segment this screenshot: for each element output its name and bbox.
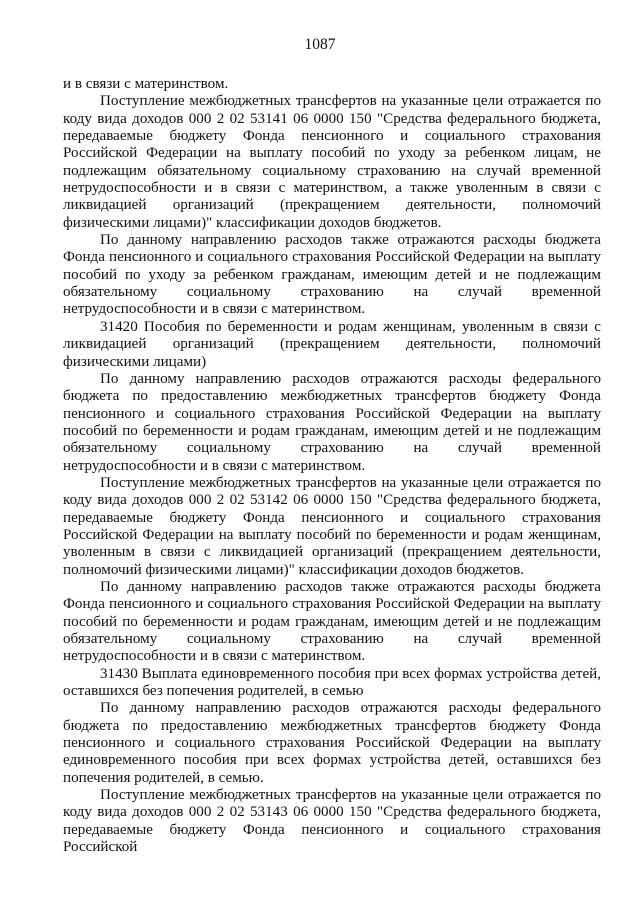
section-heading: 31430 Выплата единовременного пособия при всех формах устройства детей, оставшихся без попечения родителей, в семью: [63, 665, 601, 700]
paragraph: По данному направлению расходов отражаются расходы федерального бюджета по предоставлению межбюджетных трансфертов бюджету Фонда пенсионного и социального страхования Российской Федерации на выплату пособий по беременности и родам гражданам, имеющим детей и не подлежащим обязательному социальному страхованию на случай временной нетрудоспособности и в связи с материнством.: [63, 370, 601, 474]
section-heading: 31420 Пособия по беременности и родам женщинам, уволенным в связи с ликвидацией организаций (прекращением деятельности, полномочий физическими лицами): [63, 318, 601, 370]
paragraph: Поступление межбюджетных трансфертов на указанные цели отражается по коду вида доходов 000 2 02 53143 06 0000 150 "Средства федерального бюджета, передаваемые бюджету Фонда пенсионного и социального страхования Российской: [63, 787, 601, 856]
paragraph: По данному направлению расходов отражаются расходы федерального бюджета по предоставлению межбюджетных трансфертов бюджету Фонда пенсионного и социального страхования Российской Федерации на выплату единовременного пособия при всех формах устройства детей, оставшихся без попечения родителей, в семью.: [63, 700, 601, 786]
paragraph: По данному направлению расходов также отражаются расходы бюджета Фонда пенсионного и социального страхования Российской Федерации на выплату пособий по уходу за ребенком гражданам, имеющим детей и не подлежащим обязательному социальному страхованию на случай временной нетрудоспособности и в связи с материнством.: [63, 232, 601, 318]
paragraph: и в связи с материнством.: [63, 76, 229, 92]
document-body: [63, 76, 601, 856]
page-number: 1087: [304, 36, 336, 53]
paragraph: Поступление межбюджетных трансфертов на указанные цели отражается по коду вида доходов 000 2 02 53142 06 0000 150 "Средства федерального бюджета, передаваемые бюджету Фонда пенсионного и социального страхования Российской Федерации на выплату пособий по беременности и родам женщинам, уволенным в связи с ликвидацией организаций (прекращением деятельности, полномочий физическими лицами)" классификации доходов бюджетов.: [63, 474, 601, 578]
paragraph: По данному направлению расходов также отражаются расходы бюджета Фонда пенсионного и социального страхования Российской Федерации на выплату пособий по беременности и родам гражданам, имеющим детей и не подлежащим обязательному социальному страхованию на случай временной нетрудоспособности и в связи с материнством.: [63, 578, 601, 665]
paragraph: Поступление межбюджетных трансфертов на указанные цели отражается по коду вида доходов 000 2 02 53141 06 0000 150 "Средства федерального бюджета, передаваемые бюджету Фонда пенсионного и социального страхования Российской Федерации на выплату пособий по уходу за ребенком лицам, не подлежащим обязательному социальному страхованию на случай временной нетрудоспособности и в связи с материнством, а также уволенным в связи с ликвидацией организаций (прекращением деятельности, полномочий физическими лицами)" классификации доходов бюджетов.: [63, 93, 601, 231]
